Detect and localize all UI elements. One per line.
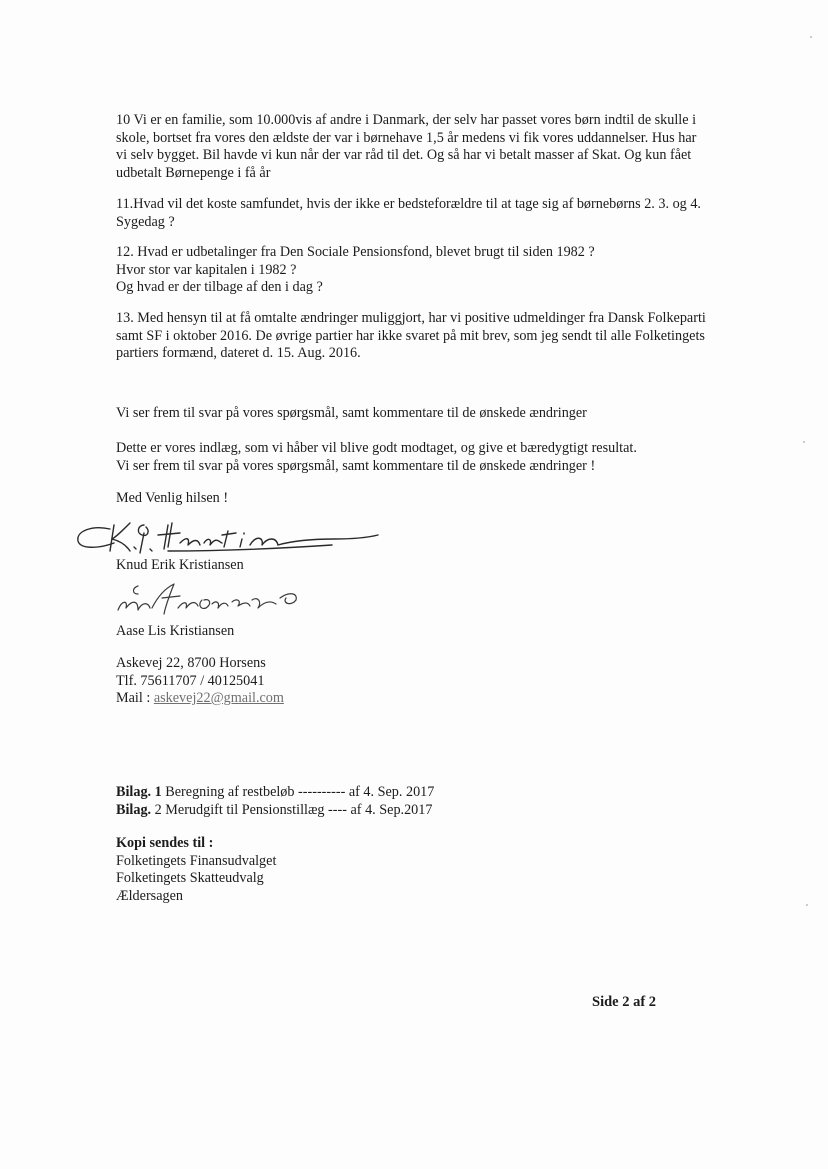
paragraph-line: Og hvad er der tilbage af den i dag ?: [116, 279, 323, 295]
attachment-item: [116, 784, 696, 802]
copies-block: [116, 835, 696, 905]
signer-2-name-block: [116, 623, 696, 641]
attachment-label: Bilag. 1: [116, 784, 162, 800]
copies-heading: Kopi sendes til :: [116, 835, 214, 851]
closing-paragraph: [116, 440, 696, 475]
signer-2-name: Aase Lis Kristiansen: [116, 623, 235, 639]
email-link[interactable]: askevej22@gmail.com: [153, 690, 284, 706]
paragraph-line: Dette er vores indlæg, som vi håber vil blive godt modtaget, og give et bæredygtigt resultat.: [116, 440, 637, 456]
mail-label: Mail :: [116, 690, 154, 706]
attachment-text: Beregning af restbeløb ---------- af 4. Sep. 2017: [161, 784, 435, 800]
paragraph-10: [116, 112, 696, 182]
copy-recipient: Folketingets Finansudvalget: [116, 852, 277, 869]
paragraph-line: Vi ser frem til svar på vores spørgsmål, samt kommentare til de ønskede ændringer: [116, 405, 587, 421]
paragraph-line: skole, bortset fra vores den ældste der var i børnehave 1,5 år medens vi fik vores uddannelser. Hus har: [116, 129, 697, 146]
paragraph-line: udbetalt Børnepenge i få år: [116, 164, 271, 181]
paragraph-line: vi selv bygget. Bil havde vi kun når der var råd til det. Og så har vi betalt masser af Skat. Og kun fået: [116, 147, 692, 163]
mail-line: [116, 690, 696, 708]
paragraph-line: 13. Med hensyn til at få omtalte ændringer muliggjort, har vi positive udmeldinger fra Dansk Folkeparti: [116, 310, 706, 326]
phone: Tlf. 75611707 / 40125041: [116, 672, 265, 689]
paragraph-line: Vi ser frem til svar på vores spørgsmål, samt kommentare til de ønskede ændringer !: [116, 457, 596, 474]
paragraph-line: Hvor stor var kapitalen i 1982 ?: [116, 261, 297, 278]
signer-1-name-block: [116, 557, 696, 575]
greeting: [116, 490, 696, 508]
paragraph-line: partiers formænd, dateret d. 15. Aug. 2016.: [116, 345, 361, 361]
greeting-text: Med Venlig hilsen !: [116, 490, 229, 506]
paragraph-line: samt SF i oktober 2016. De øvrige partier har ikke svaret på mit brev, som jeg sendt til alle Folketingets: [116, 327, 705, 344]
paragraph-line: 12. Hvad er udbetalinger fra Den Sociale Pensionsfond, blevet brugt til siden 1982 ?: [116, 244, 595, 260]
attachment-item: [116, 802, 696, 820]
page-number: Side 2 af 2: [592, 994, 657, 1010]
paragraph-11: [116, 196, 701, 231]
attachments-block: [116, 784, 696, 819]
paragraph-line: 11.Hvad vil det koste samfundet, hvis der ikke er bedsteforældre til at tage sig af børnebørns 2. 3. og 4.: [116, 196, 701, 212]
scan-speck: [803, 441, 805, 443]
scan-speck: [806, 904, 808, 906]
copy-recipient: Ældersagen: [116, 887, 183, 904]
signer-1-name: Knud Erik Kristiansen: [116, 557, 244, 573]
attachment-text: 2 Merudgift til Pensionstillæg ---- af 4. Sep.2017: [151, 801, 433, 818]
copy-recipient: Folketingets Skatteudvalg: [116, 870, 264, 886]
signature-knud-erik: [72, 515, 382, 557]
paragraph-line: 10 Vi er en familie, som 10.000vis af andre i Danmark, der selv har passet vores børn indtil de skulle i: [116, 112, 697, 128]
paragraph-12: [116, 244, 696, 297]
attachment-label: Bilag.: [116, 801, 152, 818]
contact-block: [116, 655, 696, 708]
signature-aase-lis: [112, 578, 312, 622]
closing-line-1: [116, 405, 696, 423]
paragraph-line: Sygedag ?: [116, 213, 175, 230]
address: Askevej 22, 8700 Horsens: [116, 655, 266, 671]
scan-speck: [810, 36, 812, 38]
paragraph-13: [116, 310, 706, 363]
